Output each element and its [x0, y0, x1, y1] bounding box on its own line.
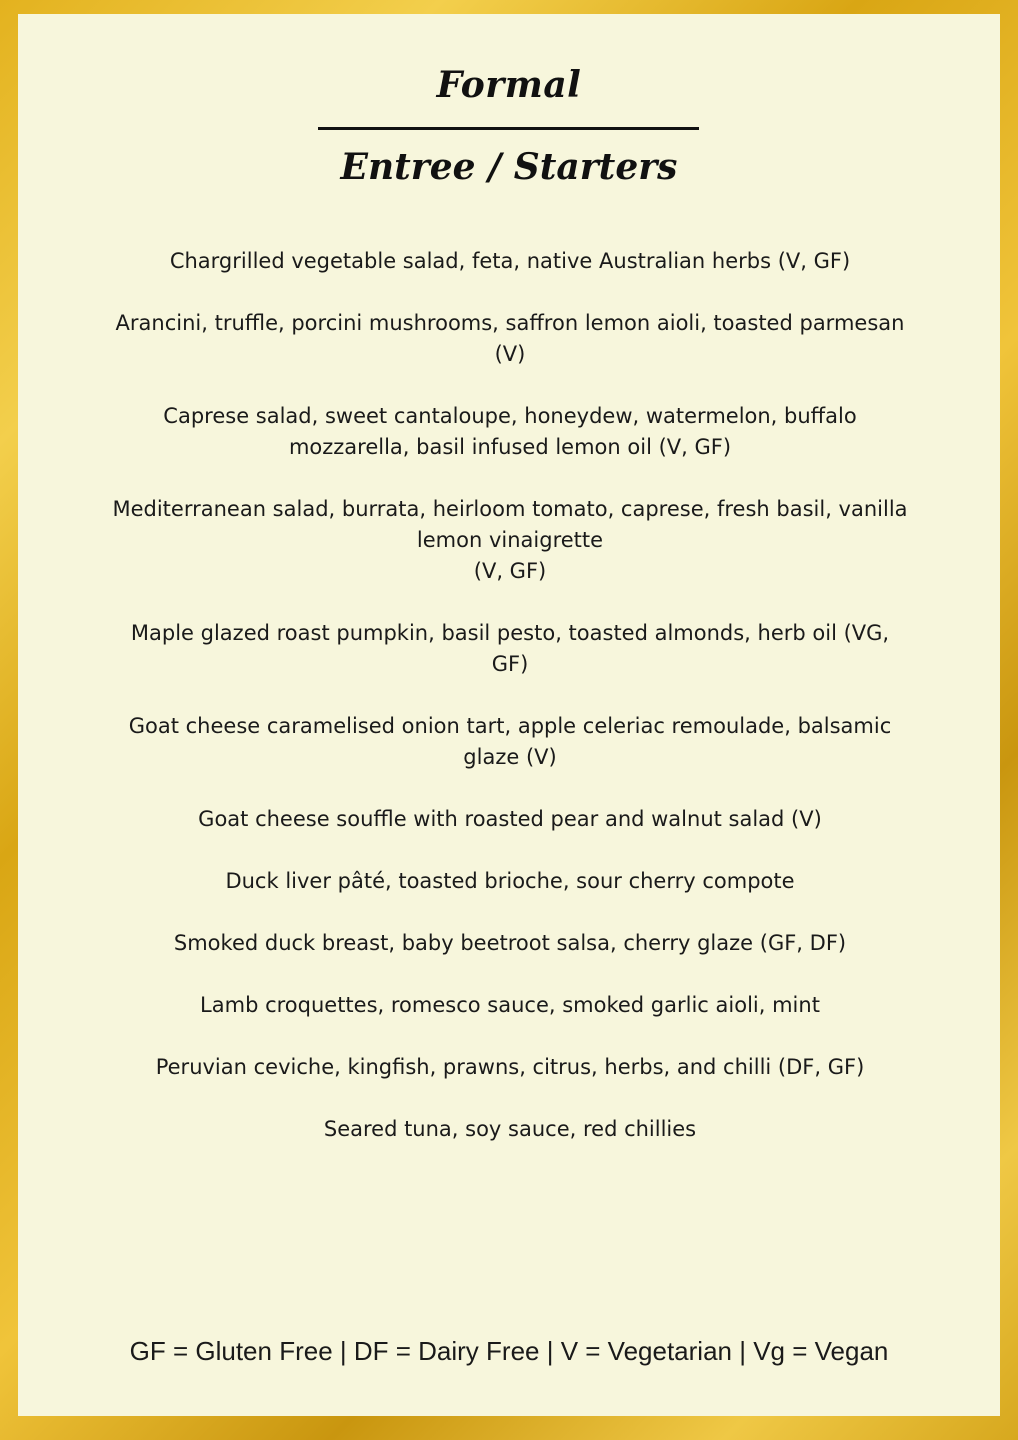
menu-item: Caprese salad, sweet cantaloupe, honeydew, watermelon, buffalo mozzarella, basil infused lemon oil (V, GF) — [163, 404, 857, 459]
menu-item: Lamb croquettes, romesco sauce, smoked garlic aioli, mint — [200, 993, 820, 1017]
menu-item: Maple glazed roast pumpkin, basil pesto, toasted almonds, herb oil (VG, GF) — [130, 621, 890, 676]
starters-list — [102, 246, 918, 1176]
menu-item: Smoked duck breast, baby beetroot salsa, cherry glaze (GF, DF) — [173, 931, 847, 955]
menu-item: Mediterranean salad, burrata, heirloom tomato, caprese, fresh basil, vanilla lemon vinaigrette (V, GF) — [112, 497, 908, 583]
menu-item: Duck liver pâté, toasted brioche, sour cherry compote — [225, 869, 795, 893]
menu-item: Seared tuna, soy sauce, red chillies — [323, 1117, 697, 1141]
section-title: Entree / Starters — [340, 146, 678, 188]
menu-item: Goat cheese caramelised onion tart, apple celeriac remoulade, balsamic glaze (V) — [128, 714, 892, 769]
menu-item: Arancini, truffle, porcini mushrooms, saffron lemon aioli, toasted parmesan (V) — [115, 311, 905, 366]
menu-title: Formal — [436, 64, 582, 106]
menu-page — [18, 14, 1000, 1416]
title-divider — [318, 127, 699, 130]
menu-item: Peruvian ceviche, kingfish, prawns, citrus, herbs, and chilli (DF, GF) — [155, 1055, 865, 1079]
dietary-legend: GF = Gluten Free | DF = Dairy Free | V = Vegetarian | Vg = Vegan — [129, 1336, 889, 1366]
menu-item: Chargrilled vegetable salad, feta, native Australian herbs (V, GF) — [169, 249, 851, 273]
menu-item: Goat cheese souffle with roasted pear and walnut salad (V) — [198, 807, 822, 831]
